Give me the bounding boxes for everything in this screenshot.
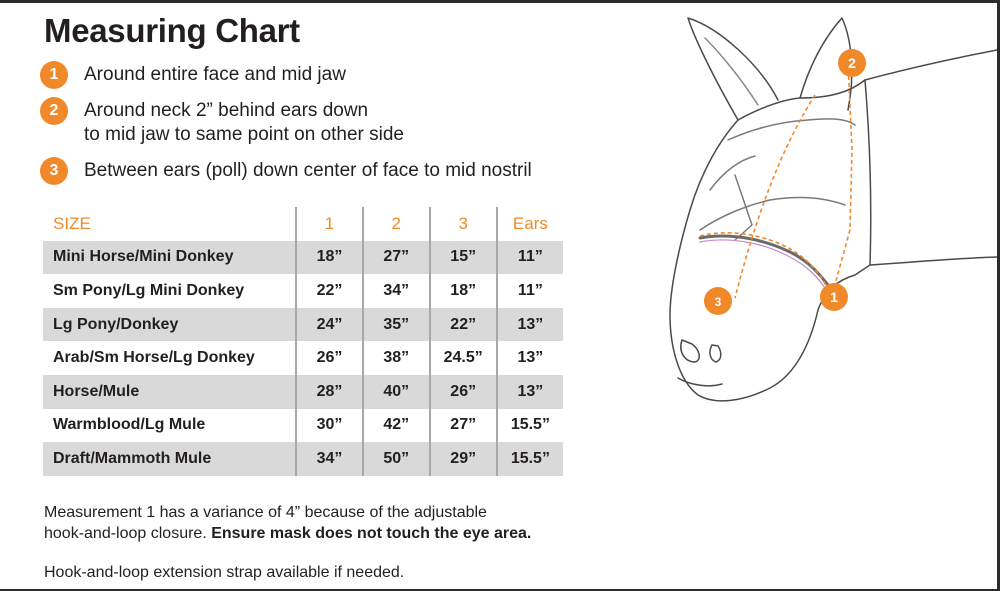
extension-note: Hook-and-loop extension strap available if needed. [44,564,405,581]
neck-top-line [865,50,997,80]
measure-2-cell: 50” [363,442,430,476]
step-text: Around entire face and mid jaw [84,64,346,85]
neck-bottom-line [870,257,997,265]
size-name: Horse/Mule [43,375,296,409]
size-name: Mini Horse/Mini Donkey [43,241,296,275]
measure-line-3 [735,95,815,298]
nostril [681,340,699,362]
table-row [43,375,563,409]
measure-2-cell: 35” [363,308,430,342]
eye-area-warning: Ensure mask does not touch the eye area. [206,525,532,542]
measure-1-cell: 28” [296,375,363,409]
svg-text:3: 3 [714,295,722,309]
ears-cell: 11” [497,241,563,275]
size-table [43,207,563,476]
horse-head-diagram [660,0,997,591]
measure-1-cell: 34” [296,442,363,476]
svg-text:1: 1 [830,289,838,305]
ears-cell: 15.5” [497,409,563,443]
marker-3 [704,287,732,315]
table-row [43,308,563,342]
measure-2-cell: 27” [363,241,430,275]
page-title: Measuring Chart [44,12,300,49]
measure-1-cell: 22” [296,274,363,308]
step-number-badge: 2 [40,97,68,125]
measure-3-cell: 29” [430,442,497,476]
size-name: Lg Pony/Donkey [43,308,296,342]
header-ears: Ears [497,207,563,241]
measure-2-cell: 42” [363,409,430,443]
measure-1-cell: 30” [296,409,363,443]
measure-2-cell: 38” [363,341,430,375]
variance-note-line-2: hook-and-loop closure. [44,525,207,542]
table-row [43,274,563,308]
size-name: Draft/Mammoth Mule [43,442,296,476]
measure-3-cell: 26” [430,375,497,409]
measure-3-cell: 27” [430,409,497,443]
marker-2 [838,49,866,77]
marker-1 [820,283,848,311]
header-measure-3: 3 [430,207,497,241]
size-name: Arab/Sm Horse/Lg Donkey [53,349,255,367]
step-text [84,97,404,147]
step-number-badge: 3 [40,157,68,185]
measure-3-cell: 18” [430,274,497,308]
measure-3-cell: 15” [430,241,497,275]
table-row [43,341,563,375]
measure-line-2 [832,62,852,295]
variance-note-line-1: Measurement 1 has a variance of 4” because of the adjustable [44,504,487,521]
table-row [43,241,563,275]
header-measure-1: 1 [296,207,363,241]
variance-note [44,502,531,544]
nose-band [700,236,828,285]
ears-cell: 13” [497,341,563,375]
measure-1-cell: 18” [296,241,363,275]
ears-cell: 15.5” [497,442,563,476]
measure-2-cell: 40” [363,375,430,409]
ears-cell: 13” [497,375,563,409]
table-row [43,409,563,443]
svg-text:2: 2 [848,55,856,71]
size-name: Warmblood/Lg Mule [53,416,206,434]
measure-3-cell: 22” [430,308,497,342]
step-text-line-2: to mid jaw to same point on other side [84,124,405,145]
measure-2-cell: 34” [363,274,430,308]
step-3 [40,157,532,185]
header-measure-2: 2 [363,207,430,241]
ears-cell: 11” [497,274,563,308]
step-number-badge: 1 [40,61,68,89]
table-row [43,442,563,476]
measure-3-cell: 24.5” [430,341,497,375]
step-text: Between ears (poll) down center of face to mid nostril [84,160,532,181]
header-size: SIZE [53,213,91,233]
measure-1-cell: 26” [296,341,363,375]
step-1 [40,61,346,89]
step-text-line-1: Around neck 2” behind ears down [84,100,369,121]
ears-cell: 13” [497,308,563,342]
table-header-row [43,207,563,241]
mask-panel [728,119,855,140]
step-2 [40,97,404,147]
size-name: Sm Pony/Lg Mini Donkey [53,281,245,299]
measure-1-cell: 24” [296,308,363,342]
